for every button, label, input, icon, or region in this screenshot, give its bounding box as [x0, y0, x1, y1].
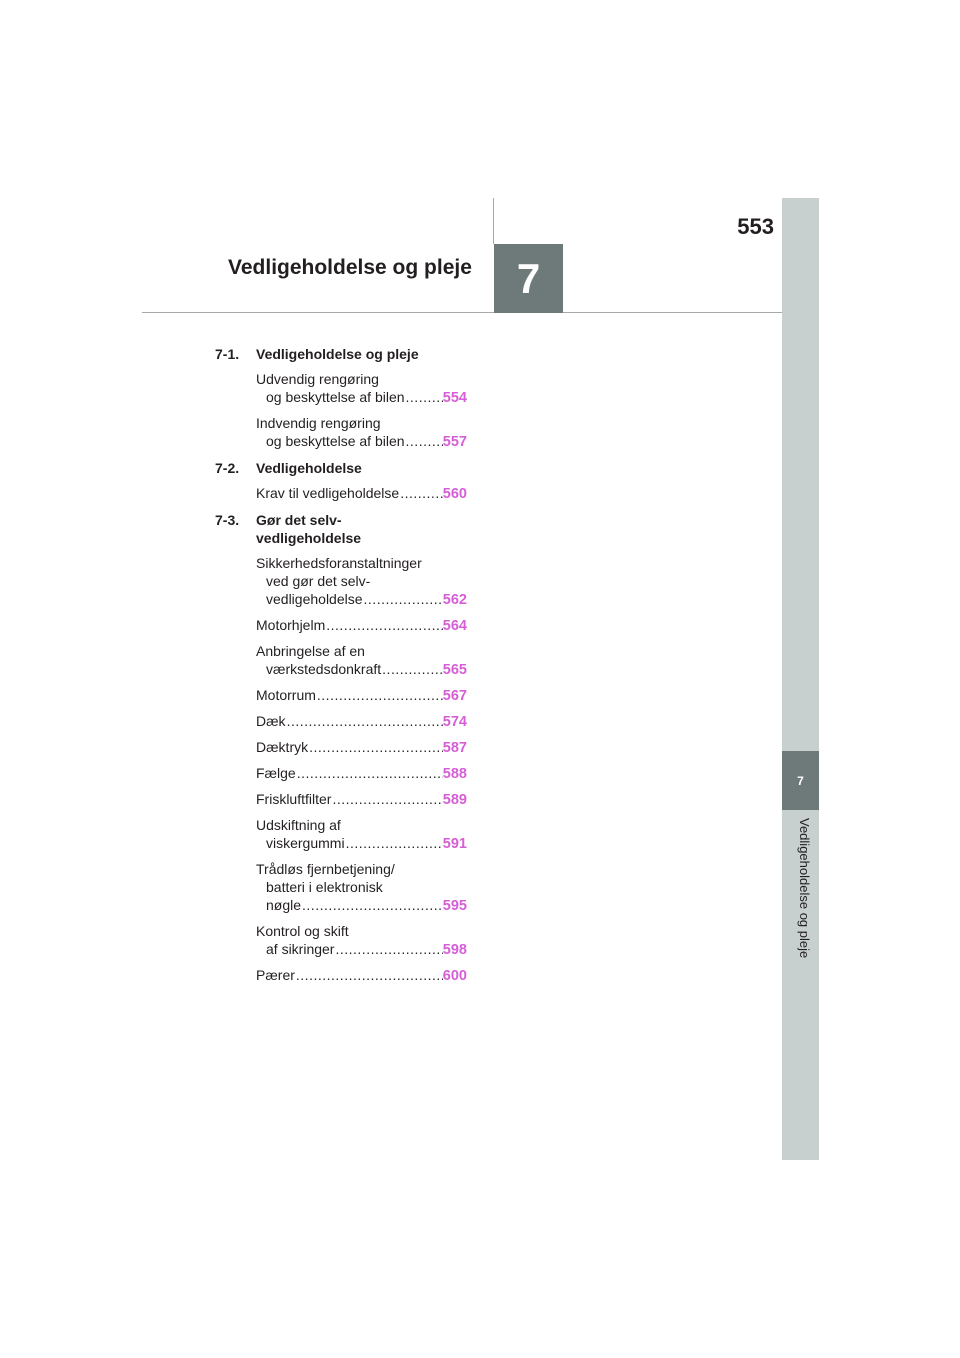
side-tab-label: Vedligeholdelse og pleje [797, 818, 812, 959]
dot-leader [335, 940, 442, 958]
toc-entry[interactable] [256, 966, 467, 985]
dot-leader [297, 764, 443, 782]
page-link[interactable]: 587 [442, 740, 467, 756]
page-link[interactable]: 567 [442, 688, 467, 704]
section-title: Vedligeholdelse og pleje [256, 346, 419, 362]
page-link[interactable]: 591 [442, 836, 467, 852]
entry-text: Udvendig rengøring [256, 371, 379, 387]
entry-text: Pærer [256, 967, 295, 983]
dot-leader [326, 616, 443, 634]
entry-text: og beskyttelse af bilen [266, 389, 405, 405]
entry-text: Udskiftning af [256, 817, 341, 833]
toc-entry[interactable] [256, 554, 467, 609]
side-tab-chapter-number[interactable]: 7 [782, 751, 819, 810]
section-number: 7-1. [215, 346, 240, 362]
entry-text: Trådløs fjernbetjening/ [256, 861, 395, 877]
toc-section-7-1[interactable] [215, 345, 467, 363]
toc-entry[interactable] [256, 922, 467, 959]
table-of-contents [215, 345, 467, 985]
toc-entry[interactable] [256, 642, 467, 679]
dot-leader [400, 484, 443, 502]
page-link[interactable]: 598 [442, 942, 467, 958]
section-number: 7-3. [215, 512, 240, 528]
section-title: Vedligeholdelse [256, 460, 362, 476]
section-title [256, 511, 361, 547]
page-link[interactable]: 600 [442, 968, 467, 984]
section-title-line: vedligeholdelse [256, 530, 362, 546]
page-link[interactable]: 595 [442, 898, 467, 914]
toc-entry[interactable] [256, 764, 467, 783]
header-horizontal-divider [142, 312, 782, 313]
entry-text: Friskluftfilter [256, 791, 332, 807]
toc-entry[interactable] [256, 712, 467, 731]
page-link[interactable]: 565 [442, 662, 467, 678]
entry-text: vedligeholdelse [266, 591, 363, 607]
page-link[interactable]: 574 [442, 714, 467, 730]
entry-text: Indvendig rengøring [256, 415, 381, 431]
page-link[interactable]: 588 [442, 766, 467, 782]
page-link[interactable]: 562 [442, 592, 467, 608]
entry-text: Sikkerhedsforanstaltninger [256, 555, 422, 571]
toc-entry[interactable] [256, 790, 467, 809]
chapter-number-box: 7 [494, 244, 563, 313]
toc-entry[interactable] [256, 860, 467, 915]
entry-text: Krav til vedligeholdelse [256, 485, 400, 501]
entry-text: ved gør det selv- [266, 573, 371, 589]
page-link[interactable]: 557 [442, 434, 467, 450]
entry-text: af sikringer [266, 941, 335, 957]
toc-entry[interactable] [256, 816, 467, 853]
entry-text: Anbringelse af en [256, 643, 365, 659]
toc-entry[interactable] [256, 414, 467, 451]
dot-leader [296, 966, 443, 984]
entry-text: Motorrum [256, 687, 316, 703]
page-link[interactable]: 560 [442, 486, 467, 502]
dot-leader [406, 432, 443, 450]
entry-text: Dæk [256, 713, 286, 729]
dot-leader [317, 686, 443, 704]
dot-leader [364, 590, 443, 608]
entry-text: batteri i elektronisk [266, 879, 383, 895]
entry-text: Kontrol og skift [256, 923, 349, 939]
toc-section-7-3[interactable] [215, 511, 467, 547]
section-number: 7-2. [215, 460, 240, 476]
toc-section-7-2[interactable] [215, 459, 467, 477]
entry-text: og beskyttelse af bilen [266, 433, 405, 449]
dot-leader [346, 834, 443, 852]
dot-leader [287, 712, 443, 730]
toc-entry[interactable] [256, 686, 467, 705]
dot-leader [332, 790, 442, 808]
dot-leader [302, 896, 443, 914]
dot-leader [309, 738, 443, 756]
page-link[interactable]: 554 [442, 390, 467, 406]
toc-entry[interactable] [256, 738, 467, 757]
entry-text: Dæktryk [256, 739, 309, 755]
side-tab-strip [782, 198, 819, 1160]
toc-entry[interactable] [256, 370, 467, 407]
toc-entry[interactable] [256, 616, 467, 635]
header-vertical-divider [493, 198, 494, 244]
toc-entry[interactable] [256, 484, 467, 503]
entry-text: Fælge [256, 765, 296, 781]
entry-text: viskergummi [266, 835, 345, 851]
page-number: 553 [737, 214, 774, 239]
section-title-line: Gør det selv- [256, 512, 342, 528]
dot-leader [382, 660, 443, 678]
entry-text: Motorhjelm [256, 617, 326, 633]
entry-text: nøgle [266, 897, 302, 913]
page-link[interactable]: 589 [442, 792, 467, 808]
page-link[interactable]: 564 [442, 618, 467, 634]
entry-text: værkstedsdonkraft [266, 661, 382, 677]
chapter-title: Vedligeholdelse og pleje [228, 256, 472, 279]
dot-leader [406, 388, 443, 406]
